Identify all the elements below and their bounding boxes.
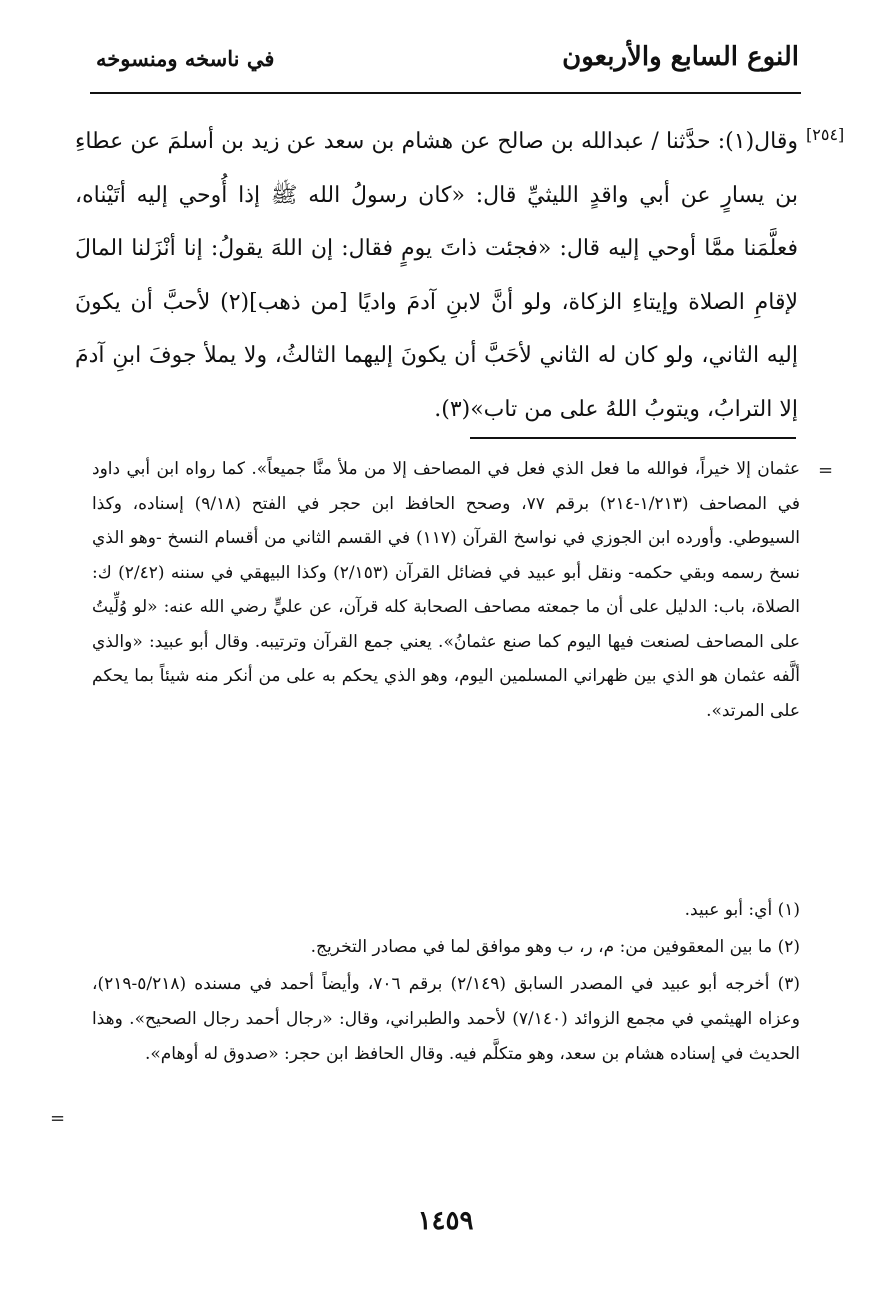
page-number: ١٤٥٩ (417, 1206, 474, 1236)
manuscript-folio-marker: [٢٥٤] (806, 125, 845, 144)
main-text-block (75, 115, 798, 436)
continued-footnote-text: عثمان إلا خيراً، فوالله ما فعل الذي فعل في المصاحف إلا من ملأ منَّا جميعاً». كما رواه ابن أبي داود في المصاحف (١/٢١٣-٢١٤) برقم ٧٧، وصحح الحافظ ابن حجر في الفتح (٩/١٨) إسناده، وكذا السيوطي. وأورده ابن الجوزي في نواسخ القرآن (١١٧) في القسم الثاني من أقسام النسخ -وهو الذي نسخ رسمه وبقي حكمه- ونقل أبو عبيد في فضائل القرآن (٢/١٥٣) وكذا البيهقي في سننه (٢/٤٢) ك: الصلاة، باب: الدليل على أن ما جمعته مصاحف الصحابة كله قرآن، عن عليٍّ رضي الله عنه: «لو وُلِّيتُ على المصاحف لصنعت فيها اليوم كما صنع عثمانُ». يعني جمع القرآن وترتيبه. وقال أبو عبيد: «والذي ألَّفه عثمان هو الذي بين ظهراني المسلمين اليوم، وهو الذي يحكم به على من أنكر منه شيئاً بما يحكم على المرتد». (92, 459, 801, 721)
header-rule (90, 92, 801, 94)
footnote-separator-rule (470, 437, 796, 439)
footnote-3: (٣) أخرجه أبو عبيد في المصدر السابق (٢/١٤٩) برقم ٧٠٦، وأيضاً أحمد في مسنده (٥/٢١٨-٢١٩)، وعزاه الهيثمي في مجمع الزوائد (٧/١٤٠) لأحمد والطبراني، وقال: «رجال أحمد رجال الصحيح». وهذا الحديث في إسناده هشام بن سعد، وهو متكلَّم فيه. وقال الحافظ ابن حجر: «صدوق له أوهام». (92, 974, 800, 1064)
continues-to-mark: = (50, 1108, 66, 1129)
footnote-1: (١) أي: أبو عبيد. (684, 900, 800, 920)
footnote-2: (٢) ما بين المعقوفين من: م، ر، ب وهو موافق لما في مصادر التخريج. (310, 937, 800, 957)
running-title: النوع السابع والأربعون (562, 42, 799, 72)
footnotes-list (92, 893, 800, 1072)
continued-from-mark: = (818, 460, 834, 481)
continued-footnote (92, 452, 800, 728)
running-subtitle: في ناسخه ومنسوخه (96, 46, 275, 71)
hadith-paragraph: وقال(١): حدَّثنا / عبدالله بن صالح عن هشام بن سعد عن زيد بن أسلمَ عن عطاءِ بن يسارٍ عن أبي واقدٍ الليثيِّ قال: «كان رسولُ الله ﷺ إذا أُوحي إليه أتَيْناه، فعلَّمَنا ممَّا أوحي إليه قال: «فجئت ذاتَ يومٍ فقال: إن اللهَ يقولُ: إنا أنْزَلنا المالَ لإقامِ الصلاة وإيتاءِ الزكاة، ولو أنَّ لابنِ آدمَ واديًا [من ذهب](٢) لأحبَّ أن يكونَ إليه الثاني، ولو كان له الثاني لأحَبَّ أن يكونَ إليهما الثالثُ، ولا يملأ جوفَ ابنِ آدمَ إلا الترابُ، ويتوبُ اللهُ على من تاب»(٣). (75, 129, 799, 422)
